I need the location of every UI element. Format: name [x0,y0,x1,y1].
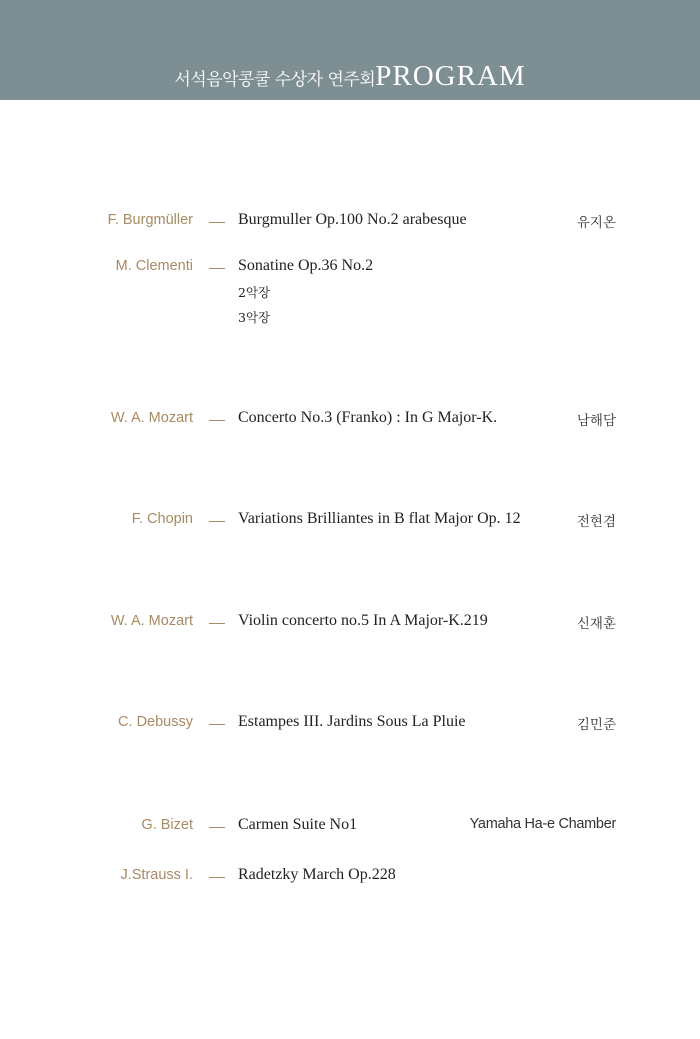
composer-name: C. Debussy [118,714,193,730]
program-item [0,714,700,738]
work-title: Violin concerto no.5 In A Major-K.219 [238,612,488,629]
work-title: Burgmuller Op.100 No.2 arabesque [238,211,467,228]
movement-item: 3악장 [238,310,271,325]
performer-name: 김민준 [576,717,616,733]
composer-name: M. Clementi [115,258,193,274]
performer-name: 전현겸 [576,514,616,530]
separator-dash [209,268,225,269]
separator-dash [209,222,225,223]
program-item [0,410,700,434]
performer-name: 신재훈 [576,616,616,632]
composer-name: W. A. Mozart [110,410,193,426]
performer-name: 유지온 [576,215,616,231]
work-title: Variations Brilliantes in B flat Major Op. 12 [238,510,521,527]
movement-list [238,280,270,330]
separator-dash [209,827,225,828]
separator-dash [209,521,225,522]
separator-dash [209,724,225,725]
separator-dash [209,420,225,421]
program-item [0,212,700,236]
separator-dash [209,623,225,624]
program-item [0,613,700,637]
header-title-korean: 서석음악콩쿨 수상자 연주회 [174,70,376,90]
program-item [0,257,700,325]
work-title: Sonatine Op.36 No.2 [238,257,374,274]
performer-name: 남해담 [576,413,616,429]
separator-dash [209,877,225,878]
header-title [0,60,700,93]
work-title: Radetzky March Op.228 [238,866,396,883]
work-title: Estampes III. Jardins Sous La Pluie [238,713,466,730]
composer-name: F. Burgmüller [107,212,193,228]
composer-name: J.Strauss I. [120,867,193,883]
work-title: Carmen Suite No1 [238,816,358,833]
composer-name: G. Bizet [141,817,193,833]
program-item [0,867,700,891]
program-item [0,817,700,841]
performer-name: Yamaha Ha-e Chamber [469,816,616,832]
program-item [0,511,700,535]
composer-name: W. A. Mozart [110,613,193,629]
page-header [0,0,700,100]
work-title: Concerto No.3 (Franko) : In G Major-K. [238,409,498,426]
movement-item: 2악장 [238,285,271,300]
header-title-program: PROGRAM [375,60,526,92]
composer-name: F. Chopin [131,511,193,527]
